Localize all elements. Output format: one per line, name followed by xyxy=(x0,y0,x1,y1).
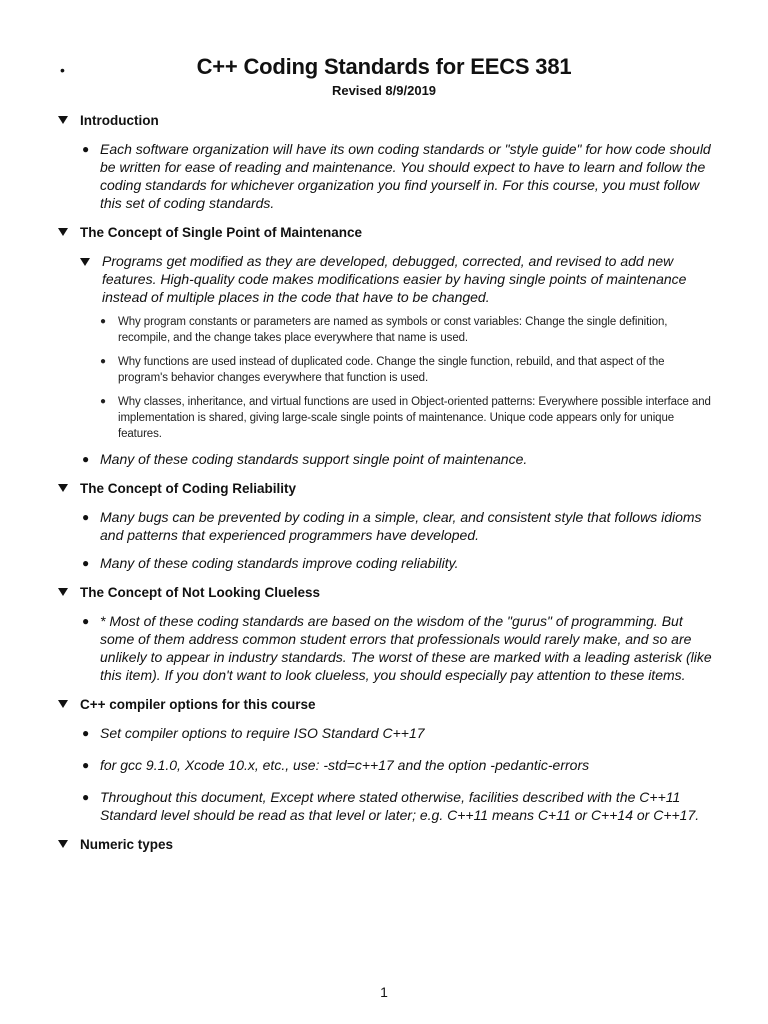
section-heading-label: The Concept of Single Point of Maintenance xyxy=(80,224,363,240)
disclosure-triangle-icon[interactable] xyxy=(58,700,68,708)
section-numeric-types xyxy=(56,834,716,854)
disclosure-triangle-icon[interactable] xyxy=(58,588,68,596)
list-item-text: Many of these coding standards support single point of maintenance. xyxy=(100,451,528,467)
document-body xyxy=(56,110,716,864)
expandable-list-item[interactable] xyxy=(78,252,716,306)
disclosure-triangle-icon[interactable] xyxy=(58,484,68,492)
disclosure-triangle-icon[interactable] xyxy=(58,228,68,236)
list-item xyxy=(82,724,716,742)
bullet-icon: ● xyxy=(82,614,90,628)
section-heading[interactable] xyxy=(56,478,716,498)
bullet-icon: ● xyxy=(82,556,90,570)
list-item-text: Throughout this document, Except where stated otherwise, facilities described with the C++11 Standard level should be read as that level or later; e.g. C++11 means C+11 or C++14 or C++17. xyxy=(100,789,700,823)
list-item xyxy=(82,508,716,544)
list-item-text: Set compiler options to require ISO Standard C++17 xyxy=(100,725,425,741)
page-number: 1 xyxy=(380,984,388,1000)
section-heading-label: Numeric types xyxy=(80,836,174,852)
section-not-looking-clueless xyxy=(56,582,716,684)
list-item-text: for gcc 9.1.0, Xcode 10.x, etc., use: -std=c++17 and the option -pedantic-errors xyxy=(100,757,590,773)
section-heading-label: Introduction xyxy=(80,112,159,128)
section-heading[interactable] xyxy=(56,694,716,714)
sub-list-item-text: Why classes, inheritance, and virtual functions are used in Object-oriented patterns: Everywhere possible interface and implementation is shared, giving large-scale single points of maintenance. Unique code appears only for unique features. xyxy=(118,396,711,440)
section-introduction xyxy=(56,110,716,212)
section-heading-label: The Concept of Coding Reliability xyxy=(80,480,296,496)
list-item xyxy=(82,450,716,468)
list-item-text: Each software organization will have its own coding standards or "style guide" for how code should be written for ease of reading and maintenance. You should expect to have to learn and follow the coding standards for whichever organization you find yourself in. For this course, you must follow this set of coding standards. xyxy=(100,141,711,211)
list-item xyxy=(82,756,716,774)
list-item-text: Many of these coding standards improve coding reliability. xyxy=(100,555,459,571)
disclosure-triangle-icon[interactable] xyxy=(80,258,90,266)
bullet-icon: ● xyxy=(82,510,90,524)
list-item-text: Programs get modified as they are developed, debugged, corrected, and revised to add new features. High-quality code makes modifications easier by having single points of maintenance instead of multiple places in the code that have to be changed. xyxy=(102,253,687,305)
bullet-icon: ● xyxy=(82,726,90,740)
sub-list-item xyxy=(100,354,716,386)
sub-list-item xyxy=(100,394,716,442)
list-item xyxy=(82,140,716,212)
section-heading-label: C++ compiler options for this course xyxy=(80,696,316,712)
bullet-icon: ● xyxy=(100,316,106,327)
section-heading-label: The Concept of Not Looking Clueless xyxy=(80,584,321,600)
sub-list-item-text: Why program constants or parameters are named as symbols or const variables: Change the single definition, recompile, and the change takes place everywhere that name is used. xyxy=(118,316,668,344)
section-heading[interactable] xyxy=(56,834,716,854)
bullet-icon: ● xyxy=(100,396,106,407)
document-title: C++ Coding Standards for EECS 381 xyxy=(196,54,572,79)
list-item-text: Many bugs can be prevented by coding in a simple, clear, and consistent style that follows idioms and patterns that experienced programmers have developed. xyxy=(100,509,702,543)
section-compiler-options xyxy=(56,694,716,824)
bullet-icon: ● xyxy=(82,452,90,466)
section-heading[interactable] xyxy=(56,110,716,130)
bullet-icon: ● xyxy=(82,758,90,772)
section-heading[interactable] xyxy=(56,582,716,602)
revision-date: Revised 8/9/2019 xyxy=(331,83,437,98)
title-bullet: • xyxy=(60,62,65,78)
disclosure-triangle-icon[interactable] xyxy=(58,116,68,124)
bullet-icon: ● xyxy=(100,356,106,367)
disclosure-triangle-icon[interactable] xyxy=(58,840,68,848)
sub-list-item-text: Why functions are used instead of duplicated code. Change the single function, rebuild, and that aspect of the program's behavior changes everywhere that function is used. xyxy=(118,356,665,384)
section-heading[interactable] xyxy=(56,222,716,242)
section-single-point-maintenance xyxy=(56,222,716,468)
sub-list-item xyxy=(100,314,716,346)
list-item-text: * Most of these coding standards are based on the wisdom of the "gurus" of programming. But some of them address common student errors that professionals would rarely make, and so are unlikely to appear in industry standards. The worst of these are marked with a leading asterisk (like this item). If you don't want to look clueless, you should especially pay attention to these items. xyxy=(100,613,712,683)
bullet-icon: ● xyxy=(82,790,90,804)
list-item xyxy=(82,788,716,824)
list-item xyxy=(82,612,716,684)
bullet-icon: ● xyxy=(82,142,90,156)
section-coding-reliability xyxy=(56,478,716,572)
list-item xyxy=(82,554,716,572)
